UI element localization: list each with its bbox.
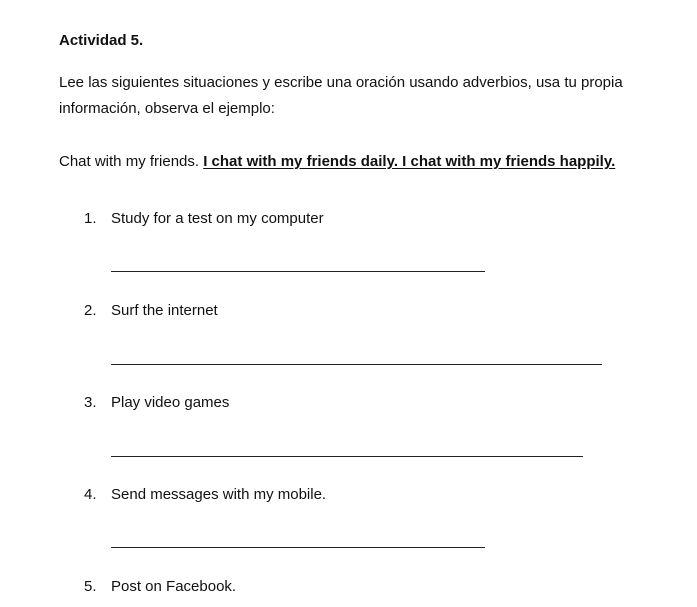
item-number: 5. xyxy=(84,578,97,595)
activity-title: Actividad 5. xyxy=(59,32,144,49)
answer-line[interactable] xyxy=(111,456,583,457)
item-number: 2. xyxy=(84,302,97,319)
list-item xyxy=(84,394,229,411)
item-text: Play video games xyxy=(111,394,230,411)
list-item xyxy=(84,210,324,227)
example-answer: I chat with my friends daily. I chat with my friends happily. xyxy=(203,153,616,170)
item-text: Study for a test on my computer xyxy=(111,210,324,227)
answer-line[interactable] xyxy=(111,547,485,548)
example-prompt: Chat with my friends. xyxy=(59,153,200,170)
item-number: 4. xyxy=(84,486,97,503)
instructions-paragraph: Lee las siguientes situaciones y escribe una oración usando adverbios, usa tu propia información, observa el ejemplo: xyxy=(59,74,623,117)
item-number: 3. xyxy=(84,394,97,411)
item-text: Send messages with my mobile. xyxy=(111,486,327,503)
item-number: 1. xyxy=(84,210,97,227)
list-item xyxy=(84,302,218,319)
answer-line[interactable] xyxy=(111,364,602,365)
answer-line[interactable] xyxy=(111,271,485,272)
example-sentence xyxy=(59,153,615,170)
list-item xyxy=(84,578,236,595)
item-text: Surf the internet xyxy=(111,302,218,319)
list-item xyxy=(84,486,326,503)
item-text: Post on Facebook. xyxy=(111,578,237,595)
